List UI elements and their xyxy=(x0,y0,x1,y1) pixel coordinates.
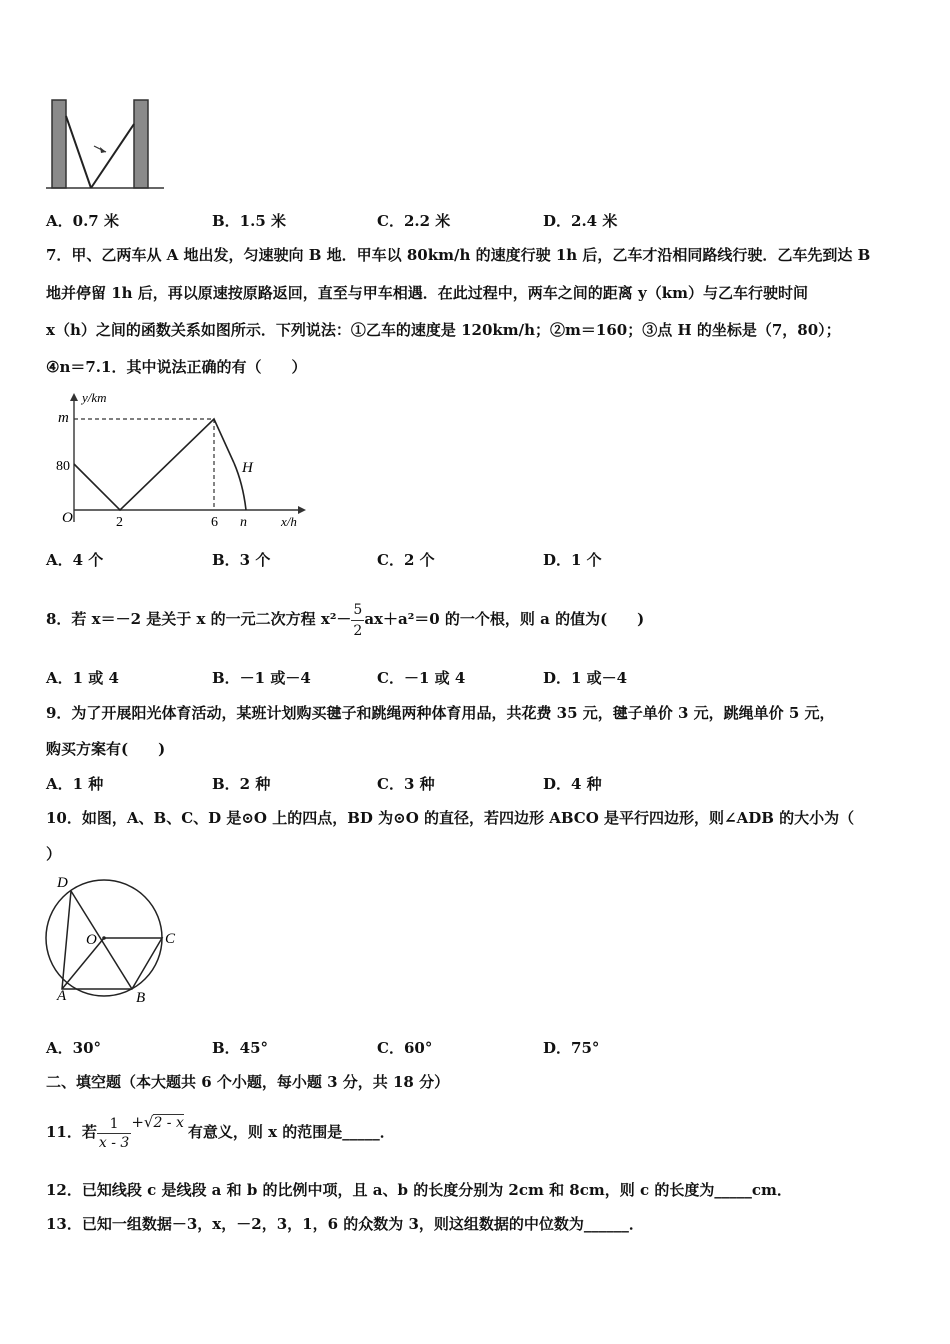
q10-option-d: D．75° xyxy=(543,1039,600,1057)
q8-option-d: D．1 或－4 xyxy=(543,669,628,687)
q11-frac-num: 1 xyxy=(97,1115,131,1134)
q11-fraction xyxy=(97,1115,131,1152)
q8-option-c: C．－1 或 4 xyxy=(377,669,466,687)
q6-option-d: D．2.4 米 xyxy=(543,212,618,230)
q7-tick-80: 80 xyxy=(56,459,70,474)
q13-question: 13．已知一组数据－3，x，－2，3，1，6 的众数为 3，则这组数据的中位数为______． xyxy=(46,1215,644,1233)
q7-option-a: A．4 个 xyxy=(46,551,104,569)
q8-question xyxy=(46,588,644,650)
q11-question xyxy=(46,1098,395,1156)
q7-line-1: 7．甲、乙两车从 A 地出发，匀速驶向 B 地．甲车以 80km/h 的速度行驶 1h 后，乙车才沿相同路线行驶．乙车先到达 B xyxy=(46,246,871,264)
q7-point-h: H xyxy=(242,460,253,476)
q10-circle-figure xyxy=(44,872,184,1006)
q9-line-2: 购买方案有( ) xyxy=(46,740,166,758)
q7-option-d: D．1 个 xyxy=(543,551,602,569)
q7-distance-time-graph xyxy=(44,388,310,534)
q12-question: 12．已知线段 c 是线段 a 和 b 的比例中项，且 a、b 的长度分别为 2cm 和 8cm，则 c 的长度为_____cm． xyxy=(46,1181,792,1199)
q9-line-1: 9．为了开展阳光体育活动，某班计划购买毽子和跳绳两种体育用品，共花费 35 元，毽子单价 3 元，跳绳单价 5 元， xyxy=(46,704,835,722)
q7-origin: O xyxy=(62,510,73,526)
q9-option-d: D．4 种 xyxy=(543,775,602,793)
q8-suffix: ax＋a²＝0 的一个根，则 a 的值为( ) xyxy=(364,610,645,628)
q9-option-b: B．2 种 xyxy=(212,775,271,793)
q9-option-c: C．3 种 xyxy=(377,775,435,793)
q10-option-b: B．45° xyxy=(212,1039,269,1057)
q8-fraction xyxy=(351,600,364,641)
q10-label-b: B xyxy=(136,990,146,1006)
q6-option-a: A．0.7 米 xyxy=(46,212,119,230)
q7-xlabel: x/h xyxy=(281,514,297,529)
q7-ylabel: y/km xyxy=(82,390,107,405)
q7-tick-n: n xyxy=(240,515,247,530)
q8-prefix: 8．若 x＝－2 是关于 x 的一元二次方程 x²－ xyxy=(46,610,352,628)
q7-tick-2: 2 xyxy=(116,515,123,530)
q10-label-a: A xyxy=(57,988,67,1004)
q9-option-a: A．1 种 xyxy=(46,775,104,793)
q10-option-a: A．30° xyxy=(46,1039,102,1057)
q7-line-3: x（h）之间的函数关系如图所示．下列说法：①乙车的速度是 120km/h；②m＝160；③点 H 的坐标是（7，80）； xyxy=(46,321,841,339)
q7-option-c: C．2 个 xyxy=(377,551,435,569)
q7-line-2: 地并停留 1h 后，再以原速按原路返回，直至与甲车相遇．在此过程中，两车之间的距离 y（km）与乙车行驶时间 xyxy=(46,284,808,302)
section-2-title: 二、填空题（本大题共 6 个小题，每小题 3 分，共 18 分） xyxy=(46,1073,450,1091)
q8-option-b: B．－1 或－4 xyxy=(212,669,311,687)
q11-frac-den: x - 3 xyxy=(98,1134,130,1151)
q10-line-2: ） xyxy=(46,845,62,863)
q7-tick-6: 6 xyxy=(211,515,218,530)
q11-prefix: 11．若 xyxy=(46,1123,97,1141)
q11-sqrt-sign: √ xyxy=(143,1113,154,1131)
q11-suffix: 有意义，则 x 的范围是_____． xyxy=(187,1123,395,1141)
q7-tick-m: m xyxy=(58,410,69,426)
q10-label-d: D xyxy=(57,875,68,891)
q6-option-b: B．1.5 米 xyxy=(212,212,286,230)
q8-option-a: A．1 或 4 xyxy=(46,669,119,687)
q10-line-1: 10．如图，A、B、C、D 是⊙O 上的四点，BD 为⊙O 的直径，若四边形 ABCO 是平行四边形，则∠ADB 的大小为（ xyxy=(46,809,855,827)
q10-label-o: O xyxy=(86,932,97,948)
ladder-walls-figure xyxy=(44,98,168,192)
q11-plus: + xyxy=(131,1113,144,1131)
q8-frac-num: 5 xyxy=(351,600,364,621)
q7-line-4: ④n＝7.1．其中说法正确的有（ ） xyxy=(46,358,307,376)
q8-frac-den: 2 xyxy=(353,622,363,639)
q11-sqrt-body: 2 - x xyxy=(153,1115,184,1131)
q10-option-c: C．60° xyxy=(377,1039,433,1057)
q10-label-c: C xyxy=(165,931,176,947)
q7-option-b: B．3 个 xyxy=(212,551,271,569)
q6-option-c: C．2.2 米 xyxy=(377,212,451,230)
